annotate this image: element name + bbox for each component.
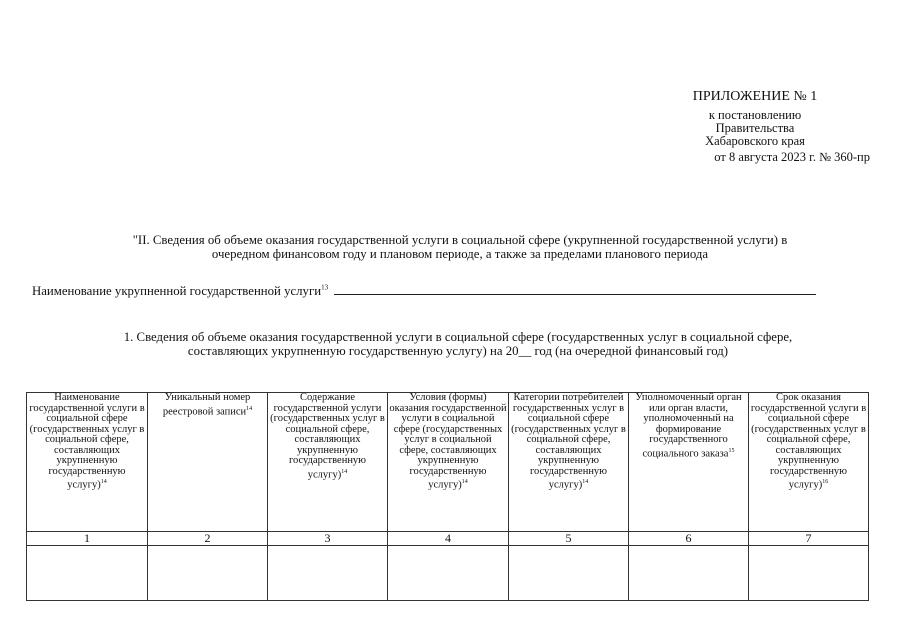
section-title-line: "II. Сведения об объеме оказания государственной услуги в социальной сфере (укрупненной государственной услуги) в xyxy=(132,233,788,247)
table-number-row xyxy=(27,532,869,546)
sub-title-line: 1. Сведения об объеме оказания государственной услуги в социальной сфере (государственных услуг в социальной сфере, xyxy=(123,330,793,344)
footnote-mark: 15 xyxy=(728,447,735,454)
service-name-label: Наименование укрупненной государственной услуги xyxy=(32,284,322,298)
footnote-mark: 14 xyxy=(461,479,468,485)
appendix-date: от 8 августа 2023 г. № 360-пр xyxy=(714,150,870,164)
sub-section-title xyxy=(30,330,886,358)
footnote-mark: 16 xyxy=(822,479,829,485)
table-cell xyxy=(27,546,148,601)
table-header-cell: Наименование государственной услуги в социальной сфере (государственных услуг в социальной сфере, составляющих укрупненную государственную услугу)$^{14}$ xyxy=(27,393,148,532)
column-number: 4 xyxy=(388,532,509,546)
sub-title-line: составляющих укрупненную государственную услугу) на 20__ год (на очередной финансовый год) xyxy=(187,344,729,358)
column-number: 3 xyxy=(268,532,388,546)
table-cell xyxy=(749,546,869,601)
section-title xyxy=(40,233,880,261)
appendix-line: к постановлению xyxy=(708,108,802,122)
footnote-mark: 14 xyxy=(246,405,253,412)
table-header-row xyxy=(27,393,869,532)
table-row xyxy=(27,546,869,601)
table-header-cell: Содержание государственной услуги (государственных услуг в социальной сфере, составляющих укрупненную государственную услугу)$^{14}$ xyxy=(268,393,388,532)
appendix-line: Правительства xyxy=(715,121,795,135)
table-header-cell: Уполномоченный орган или орган власти, уполномоченный на формирование государственного социального заказа$^{15}$ xyxy=(629,393,749,532)
footnote-mark: 14 xyxy=(100,479,107,485)
column-number: 7 xyxy=(749,532,869,546)
section-title-line: очередном финансовом году и плановом периоде, а также за пределами планового периода xyxy=(211,247,709,261)
table-cell xyxy=(388,546,509,601)
column-number: 6 xyxy=(629,532,749,546)
table-header-cell: Категории потребителей государственных услуг в социальной сфере (государственных услуг в социальной сфере, составляющих укрупненную государственную услугу)$^{14}$ xyxy=(509,393,629,532)
table-header-cell: Срок оказания государственной услуги в социальной сфере (государственных услуг в социальной сфере, составляющих укрупненную государственную услугу)$^{16}$ xyxy=(749,393,869,532)
column-number: 1 xyxy=(27,532,148,546)
column-number: 2 xyxy=(148,532,268,546)
column-number: 5 xyxy=(509,532,629,546)
service-name-field xyxy=(32,282,872,299)
table-cell xyxy=(509,546,629,601)
appendix-block xyxy=(640,89,870,164)
volume-table xyxy=(26,392,869,601)
service-name-blank-line xyxy=(334,282,816,295)
footnote-mark: 14 xyxy=(582,479,589,485)
footnote-mark: 14 xyxy=(341,468,348,475)
table-cell xyxy=(629,546,749,601)
table-header-cell: Уникальный номер реестровой записи$^{14}$ xyxy=(148,393,268,532)
appendix-heading: ПРИЛОЖЕНИЕ № 1 xyxy=(692,89,818,104)
table-cell xyxy=(148,546,268,601)
appendix-line: Хабаровского края xyxy=(705,134,805,148)
table-cell xyxy=(268,546,388,601)
footnote-mark: 13 xyxy=(321,283,329,292)
table-header-cell: Условия (формы) оказания государственной услуги в социальной сфере (государственных услуг в социальной сфере, составляющих укрупненную государственную услугу)$^{14}$ xyxy=(388,393,509,532)
